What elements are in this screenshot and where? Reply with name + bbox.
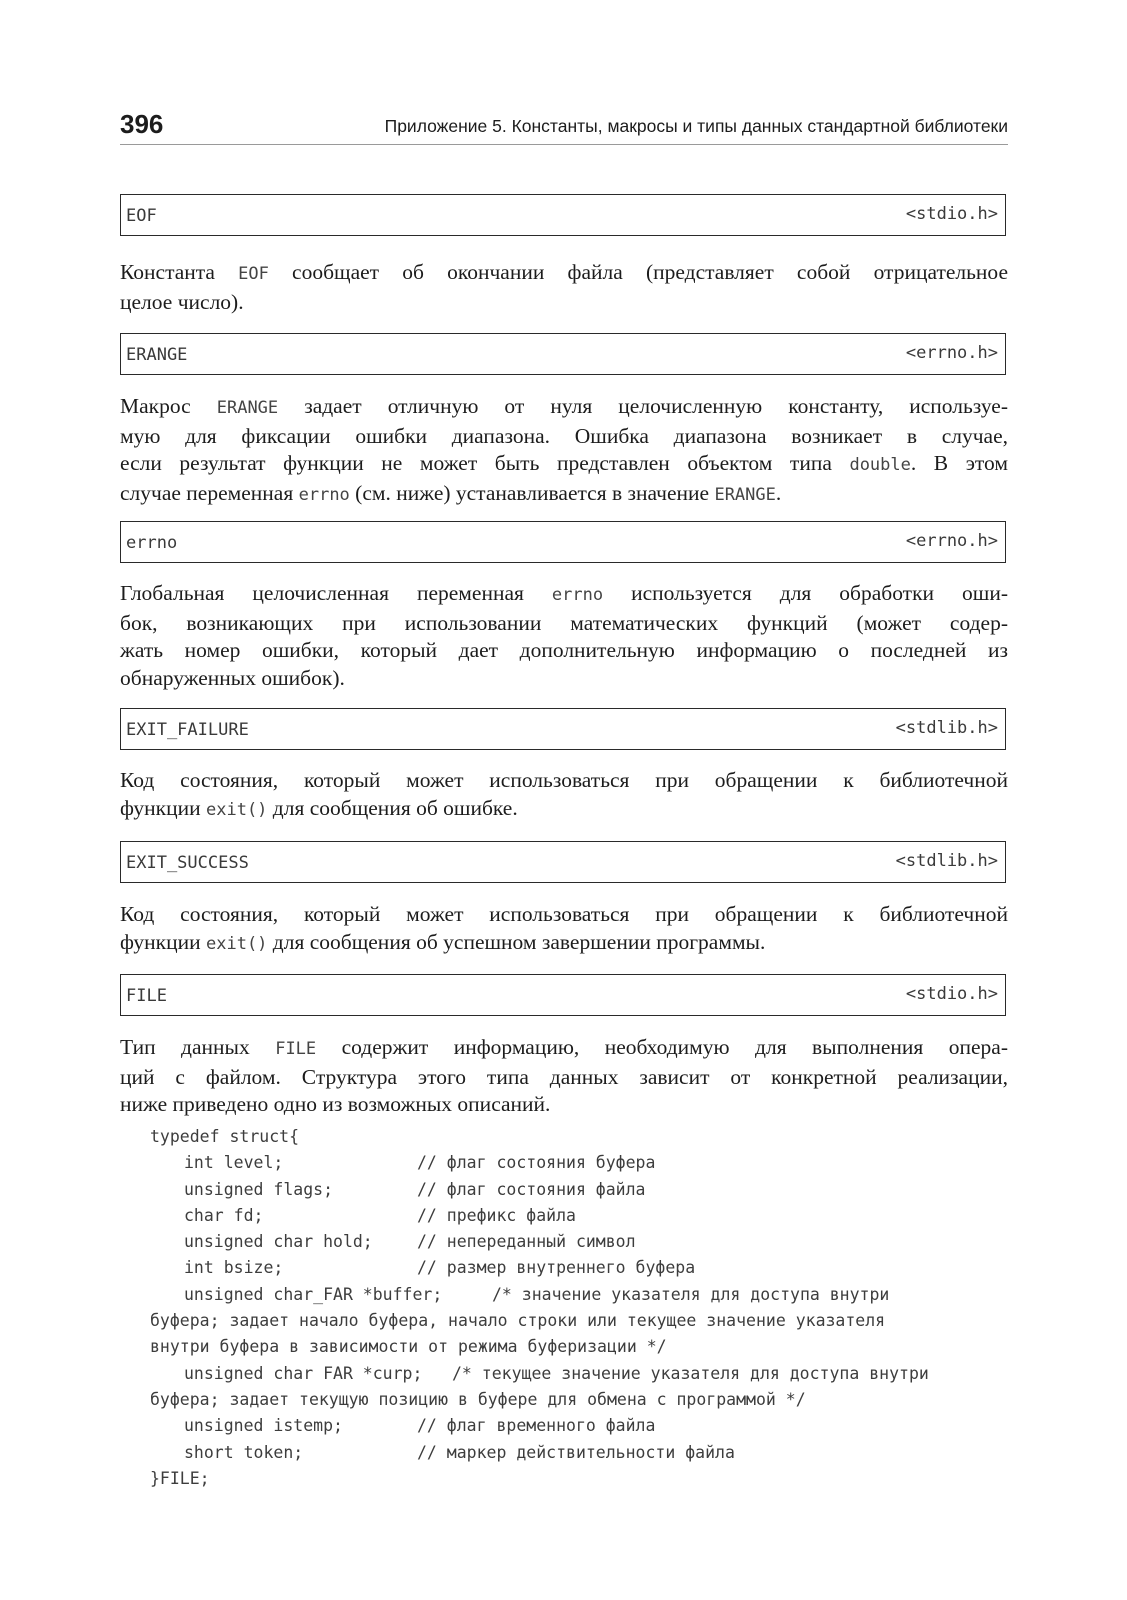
text-line: бок, возникающих при использовании математических функций (может содер-	[120, 610, 1008, 635]
code-line: буфера; задает текущую позицию в буфере для обмена с программой */	[150, 1389, 806, 1409]
entry-exit-failure	[120, 708, 1006, 750]
text-line: Глобальная целочисленная переменная errno используется для обработки оши-	[120, 581, 1008, 605]
entry-name: EOF	[126, 206, 157, 226]
entry-name: FILE	[126, 986, 167, 1006]
code-line: unsigned char FAR *curp; /* текущее значение указателя для доступа внутри	[184, 1363, 929, 1383]
text-line: Код состояния, который может использоваться при обращении к библиотечной	[120, 768, 1008, 792]
text-line: если результат функции не может быть представлен объектом типа double. В этом	[120, 451, 1008, 475]
entry-name: ERANGE	[126, 345, 188, 365]
text-line: ниже приведено одно из возможных описаний.	[120, 1092, 551, 1116]
entry-erange	[120, 333, 1006, 375]
code-line: внутри буфера в зависимости от режима буферизации */	[150, 1337, 667, 1357]
text-line: обнаруженных ошибок).	[120, 665, 345, 690]
text-line: Тип данных FILE содержит информацию, необходимую для выполнения опера-	[120, 1035, 1008, 1059]
text-line: функции exit() для сообщения об успешном завершении программы.	[120, 929, 766, 954]
page-number: 396	[120, 109, 164, 139]
code-line: unsigned flags; // флаг состояния файла	[184, 1179, 646, 1199]
text-line: мую для фиксации ошибки диапазона. Ошибка диапазона возникает в случае,	[120, 423, 1008, 448]
entry-name: errno	[126, 533, 178, 553]
text-line: Код состояния, который может использоваться при обращении к библиотечной	[120, 902, 1008, 926]
text-line: случае переменная errno (см. ниже) устанавливается в значение ERANGE.	[120, 480, 782, 505]
code-line: буфера; задает начало буфера, начало строки или текущее значение указателя	[150, 1311, 886, 1331]
code-line: int bsize; // размер внутреннего буфера	[184, 1258, 696, 1278]
entry-header-file: <stdlib.h>	[895, 851, 998, 871]
code-line: unsigned istemp; // флаг временного файла	[184, 1416, 656, 1436]
entry-name: EXIT_FAILURE	[126, 720, 249, 740]
code-line: int level; // флаг состояния буфера	[184, 1153, 656, 1173]
code-listing	[150, 1124, 1010, 1492]
code-line: }FILE;	[150, 1468, 210, 1488]
text-line: жать номер ошибки, который дает дополнительную информацию о последней из	[120, 638, 1008, 662]
paragraph-eof	[120, 259, 1008, 316]
entry-name: EXIT_SUCCESS	[126, 853, 249, 873]
text-line: функции exit() для сообщения об ошибке.	[120, 795, 518, 820]
text-line: Макрос ERANGE задает отличную от нуля целочисленную константу, используе-	[120, 394, 1009, 418]
code-line: unsigned char_FAR *buffer; /* значение указателя для доступа внутри	[184, 1284, 890, 1304]
code-line: typedef struct{	[150, 1127, 300, 1146]
code-line: char fd; // префикс файла	[184, 1205, 576, 1225]
paragraph-exit-success	[120, 901, 1008, 958]
entry-header-file: <stdlib.h>	[895, 718, 998, 738]
entry-file	[120, 974, 1006, 1016]
entry-header-file: <errno.h>	[905, 531, 998, 551]
page-header	[120, 110, 1008, 145]
paragraph-erange	[120, 393, 1008, 509]
entry-header-file: <stdio.h>	[905, 984, 998, 1004]
text-line: целое число).	[120, 289, 244, 314]
paragraph-exit-failure	[120, 767, 1008, 824]
paragraph-file	[120, 1034, 1008, 1119]
entry-exit-success	[120, 841, 1006, 883]
entry-header-file: <stdio.h>	[905, 204, 998, 224]
entry-eof	[120, 194, 1006, 236]
code-line: short token; // маркер действительности файла	[184, 1442, 735, 1462]
text-line: ций с файлом. Структура этого типа данных зависит от конкретной реализации,	[120, 1064, 1008, 1089]
code-line: unsigned char hold; // непереданный символ	[184, 1232, 636, 1252]
text-line: Константа EOF сообщает об окончании файла (представляет собой отрицательное	[120, 260, 1008, 284]
entry-header-file: <errno.h>	[905, 343, 998, 363]
entry-errno	[120, 521, 1006, 563]
paragraph-errno	[120, 580, 1008, 692]
running-head: Приложение 5. Константы, макросы и типы данных стандартной библиотеки	[384, 116, 1008, 136]
